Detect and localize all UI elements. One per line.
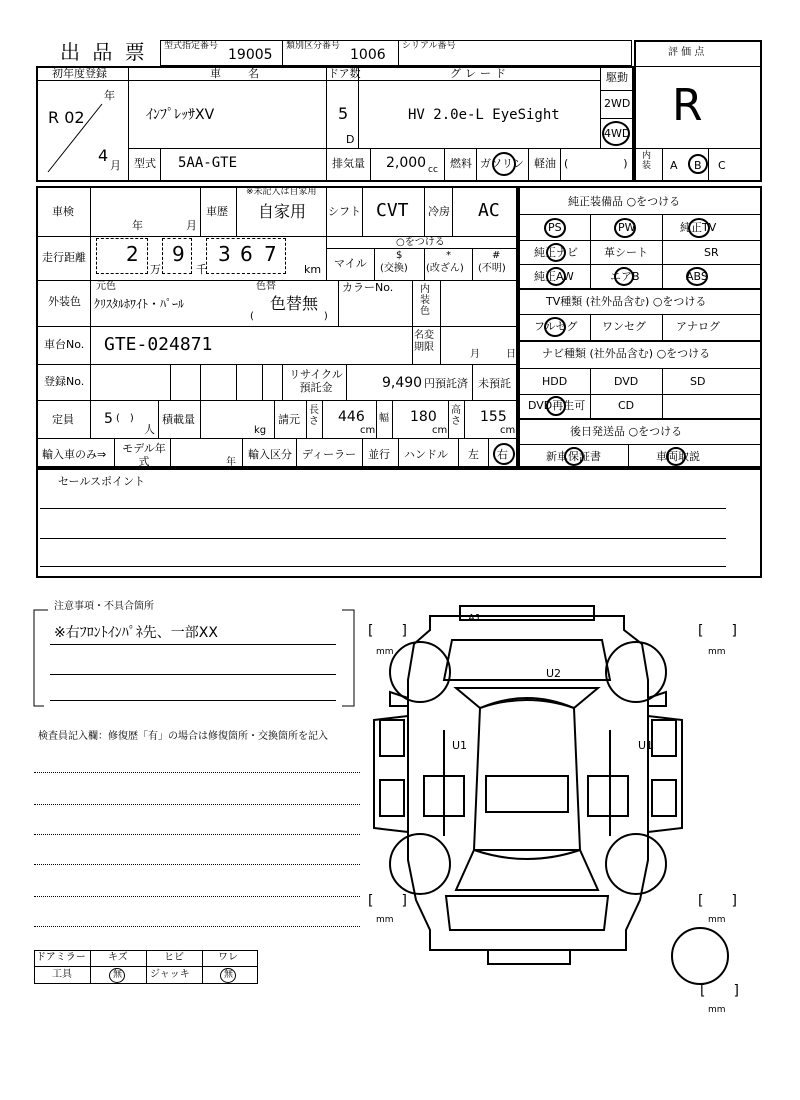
tire-mm-rr: mm (708, 915, 726, 925)
ac-value: AC (478, 200, 500, 221)
model-label: 型式 (134, 157, 156, 170)
unknown-symbol: # (492, 250, 501, 261)
height-cm: cm (500, 425, 516, 436)
model-code-label: 型式指定番号 (164, 41, 219, 51)
inspection-year-unit: 年 (132, 219, 143, 232)
equip-sr: SR (704, 246, 719, 259)
dims-label: 請元 (278, 413, 300, 426)
grade-value: HV 2.0e-L EyeSight (408, 107, 560, 123)
mile-label: マイル (334, 257, 367, 270)
orig-color-value: ｸﾘｽﾀﾙﾎﾜｲﾄ・ﾊﾟｰﾙ (94, 297, 185, 311)
exchange-symbol: $ (396, 250, 403, 261)
interior-b: B (694, 159, 702, 172)
recycle-not: 未預託 (478, 377, 511, 390)
tv-oneseg: ワンセグ (602, 320, 646, 333)
legend-tools: 工具 (52, 969, 72, 980)
equip-leather: 革シート (604, 246, 648, 259)
legend-crack: ヒビ (164, 952, 184, 963)
meigi-label: 名変期限 (414, 330, 434, 353)
length-cm: cm (360, 425, 376, 436)
mark-u1-left: U1 (452, 739, 468, 752)
dealer-label: ディーラー (302, 448, 357, 461)
tv-analog: アナログ (676, 320, 720, 333)
width-value: 180 (410, 409, 437, 425)
displacement-label: 排気量 (332, 157, 365, 170)
tire-bracket-rr: [ ] (698, 893, 737, 909)
parallel-label: 並行 (368, 448, 390, 461)
recycle-value: 9,490 (382, 375, 423, 391)
recolor-value: 色替無 (270, 294, 319, 313)
equip-abs: ABS (686, 270, 708, 283)
equip-navi: 純正ナビ (534, 246, 578, 259)
legend-mirror: ドアミラー (36, 952, 86, 963)
left-label: 左 (468, 448, 479, 461)
history-label: 車歴 (206, 205, 228, 218)
interior-b-circle (688, 154, 708, 174)
caution-text: ※右ﾌﾛﾝﾄｲﾝﾊﾟﾈ先、一部XX (54, 625, 218, 641)
equipment-title: 純正装備品 ○をつける (568, 195, 681, 208)
chassis-value: GTE-024871 (104, 334, 213, 355)
tire-bracket-spare: [ ] (700, 983, 739, 999)
meigi-month: 月 (470, 349, 480, 360)
tire-mm-fl: mm (376, 647, 394, 657)
color-label: 外装色 (48, 295, 81, 308)
mileage-circle-note: ○をつける (396, 237, 445, 248)
sheet-title: 出 品 票 (60, 40, 148, 64)
inspection-month-unit: 月 (186, 219, 197, 232)
unknown-label: (不明) (478, 263, 506, 274)
drive-4wd-circle (602, 121, 630, 146)
tv-fullseg: フルセグ (534, 320, 578, 333)
legend-tools-none: 無 (113, 970, 123, 980)
width-label: 幅 (379, 413, 389, 424)
import-label: 輸入車のみ⇒ (42, 448, 107, 461)
recolor-paren: ( ) (250, 311, 328, 322)
caution-label: 注意事項・不具合箇所 (54, 601, 154, 612)
interior-label: 内装 (642, 151, 652, 171)
first-reg-year: R 02 (48, 108, 85, 127)
model-value: 5AA-GTE (178, 155, 238, 171)
shift-label: シフト (328, 205, 361, 218)
tire-mm-rl: mm (376, 915, 394, 925)
man-unit: 万 (150, 263, 161, 276)
interior-a: A (670, 159, 678, 172)
fuel-paren: ( ) (564, 157, 628, 170)
mark-a1: A1 (468, 613, 482, 624)
car-name-value: ｲﾝﾌﾟﾚｯｻXV (146, 107, 215, 123)
displacement-unit: cc (428, 165, 438, 175)
fuel-label: 燃料 (450, 157, 472, 170)
legend-break: ワレ (218, 952, 238, 963)
model-code-value: 19005 (228, 47, 273, 63)
length-label: 長さ (309, 405, 319, 427)
inspector-label: 検査員記入欄：修復歴「有」の場合は修復箇所・交換箇所を記入 (38, 731, 328, 742)
model-year-label: モデル年式 (122, 442, 166, 469)
legend-jack: ジャッキ (150, 969, 190, 980)
doors-type: D (346, 133, 355, 146)
mileage-digit-1: 2 (126, 242, 139, 266)
exchange-label: (交換) (380, 263, 408, 274)
equip-aw: 純正AW (534, 270, 574, 283)
model-year-suffix: 年 (226, 457, 236, 468)
mileage-digit-5: 7 (264, 242, 277, 266)
tire-bracket-fr: [ ] (698, 623, 737, 639)
capacity-paren: ( ) (116, 413, 134, 424)
docs-warranty: 新車保証書 (546, 450, 601, 463)
legend-scratch: キズ (108, 952, 128, 963)
height-value: 155 (480, 409, 507, 425)
height-label: 高さ (451, 405, 461, 427)
right-label: 右 (497, 448, 508, 461)
docs-manual: 車両取説 (656, 450, 700, 463)
history-note: ※未記入は自家用 (246, 187, 317, 197)
person-unit: 人 (144, 423, 155, 436)
class-code-value: 1006 (350, 47, 386, 63)
shift-value: CVT (376, 200, 409, 221)
equip-pw: PW (618, 221, 636, 234)
inspection-label: 車検 (52, 205, 74, 218)
year-unit: 年 (104, 89, 115, 102)
recycle-label: リサイクル預託金 (289, 368, 343, 395)
car-diagram (360, 600, 760, 1020)
grade-points-label: 評 価 点 (668, 47, 705, 58)
navi-dvd: DVD (614, 375, 639, 388)
first-reg-month: 4 (98, 146, 109, 165)
mark-u1-right: U1 (638, 739, 654, 752)
interior-c: C (718, 159, 726, 172)
mileage-digit-3: 3 (218, 242, 231, 266)
serial-label: シリアル番号 (402, 41, 456, 51)
equip-airbag: エアB (610, 270, 640, 283)
navi-cd: CD (618, 399, 635, 412)
tire-mm-fr: mm (708, 647, 726, 657)
sales-point-label: セールスポイント (58, 475, 146, 488)
grade-points-value: R (672, 80, 703, 131)
legend-jack-none: 無 (224, 970, 234, 980)
month-unit: 月 (110, 159, 121, 172)
capacity-value: 5 (104, 411, 113, 427)
tire-bracket-fl: [ ] (368, 623, 407, 639)
fuel-gasoline: ガソリン (480, 157, 524, 170)
kg-unit: kg (254, 425, 267, 436)
fuel-gasoline-circle (492, 152, 516, 176)
right-circle (493, 443, 515, 465)
drive-label: 駆動 (606, 71, 628, 84)
length-value: 446 (338, 409, 365, 425)
mark-u2: U2 (546, 667, 562, 680)
mileage-digit-4: 6 (240, 242, 253, 266)
displacement-value: 2,000 (386, 155, 427, 171)
navi-dvd-play: DVD再生可 (528, 399, 586, 412)
mileage-label: 走行距離 (42, 251, 86, 264)
navi-hdd: HDD (542, 375, 568, 388)
meigi-day: 日 (506, 349, 516, 360)
navi-sd: SD (690, 375, 706, 388)
equip-ps: PS (548, 221, 562, 234)
orig-color-label: 元色 (96, 281, 116, 292)
width-cm: cm (432, 425, 448, 436)
ac-label: 冷房 (428, 205, 450, 218)
docs-title: 後日発送品 ○をつける (570, 425, 683, 438)
navi-title: ナビ種類 (社外品含む) ○をつける (542, 347, 711, 360)
tamper-symbol: * (446, 250, 451, 261)
fuel-light-oil: 軽油 (534, 157, 556, 170)
recolor-label: 色替 (256, 281, 276, 292)
handle-label: ハンドル (404, 448, 448, 461)
tamper-label: (改ざん) (426, 263, 464, 274)
color-no-label: カラーNo. (342, 281, 394, 294)
caution-bracket (30, 606, 360, 710)
doors-value: 5 (338, 104, 349, 123)
drive-2wd: 2WD (604, 97, 631, 110)
grade-label: グレード (450, 67, 510, 80)
sen-unit: 千 (196, 263, 207, 276)
tv-title: TV種類 (社外品含む) ○をつける (546, 295, 707, 308)
car-name-label: 車 名 (210, 67, 267, 80)
first-reg-label: 初年度登録 (52, 67, 107, 80)
registration-no-label: 登録No. (44, 375, 85, 388)
equip-tv: 純正TV (680, 221, 717, 234)
chassis-label: 車台No. (44, 338, 85, 351)
tire-mm-spare: mm (708, 1005, 726, 1015)
drive-4wd: 4WD (604, 127, 631, 140)
km-unit: km (304, 263, 322, 276)
doors-label: ドア数 (328, 67, 361, 80)
tire-bracket-rl: [ ] (368, 893, 407, 909)
mileage-digit-2: 9 (172, 242, 185, 266)
history-value: 自家用 (258, 202, 307, 221)
recycle-deposit: 円預託済 (424, 377, 468, 390)
import-class-label: 輸入区分 (248, 448, 292, 461)
class-code-label: 類別区分番号 (286, 41, 341, 51)
load-label: 積載量 (162, 413, 195, 426)
capacity-label: 定員 (52, 413, 74, 426)
interior-color-label: 内装色 (420, 284, 430, 317)
